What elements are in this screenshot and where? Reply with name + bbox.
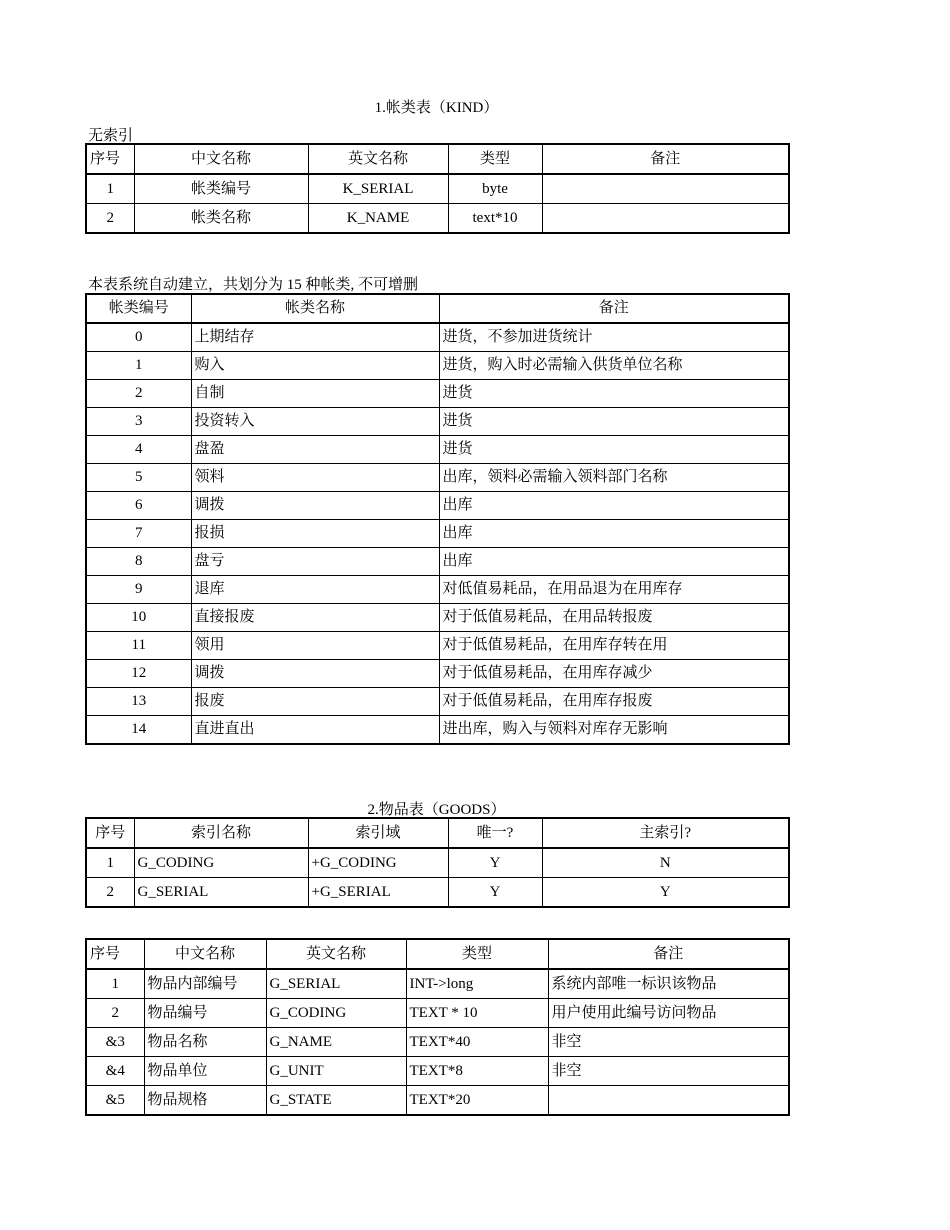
table-cell: 自制 [191,380,439,408]
table-cell: 盘盈 [191,436,439,464]
table-cell: 1 [86,848,134,878]
table-cell: 物品编号 [144,999,266,1028]
table-cell: 物品内部编号 [144,969,266,999]
table-cell: 退库 [191,576,439,604]
table-cell: 直接报废 [191,604,439,632]
table-row [86,408,789,436]
table-cell: 对低值易耗品，在用品退为在用库存 [439,576,789,604]
table-row [86,848,789,878]
table-cell: 11 [86,632,191,660]
kind-list-table [85,293,790,745]
table-cell: 3 [86,408,191,436]
column-header: 序号 [86,818,134,848]
table-cell: 2 [86,204,134,234]
table-cell: TEXT*20 [406,1086,548,1116]
kind-index-note: 无索引 [88,128,134,144]
table-cell: 用户使用此编号访问物品 [548,999,789,1028]
table-row [86,660,789,688]
table-cell: +G_SERIAL [308,878,448,908]
table-cell: N [542,848,789,878]
table-cell: 8 [86,548,191,576]
table-row [86,492,789,520]
table-cell: 出库，领料必需输入领料部门名称 [439,464,789,492]
table-cell: 9 [86,576,191,604]
table-cell: 1 [86,174,134,204]
table-cell: 进出库，购入与领料对库存无影响 [439,716,789,745]
table-row [86,548,789,576]
column-header: 帐类编号 [86,294,191,323]
table-row [86,576,789,604]
table-cell: 报损 [191,520,439,548]
table-cell: Y [448,878,542,908]
table-cell: 对于低值易耗品，在用品转报废 [439,604,789,632]
column-header: 索引名称 [134,818,308,848]
kind-auto-note: 本表系统自动建立，共划分为 15 种帐类, 不可增删 [88,277,419,293]
table-cell: 帐类编号 [134,174,308,204]
table-cell: 进货，不参加进货统计 [439,323,789,352]
table-cell: G_CODING [266,999,406,1028]
table-row [86,436,789,464]
table-cell: 报废 [191,688,439,716]
table-row [86,604,789,632]
table-cell: 进货 [439,380,789,408]
table-cell: 物品规格 [144,1086,266,1116]
table-row [86,999,789,1028]
table-cell: 上期结存 [191,323,439,352]
table-cell: text*10 [448,204,542,234]
column-header: 备注 [542,144,789,174]
table-cell: INT->long [406,969,548,999]
table-cell: 调拨 [191,492,439,520]
table-cell: 10 [86,604,191,632]
table-cell: 领料 [191,464,439,492]
table-row [86,174,789,204]
column-header: 序号 [86,144,134,174]
table-cell: K_SERIAL [308,174,448,204]
column-header: 唯一? [448,818,542,848]
table-header-row [86,818,789,848]
column-header: 类型 [406,939,548,969]
table-row [86,464,789,492]
table-cell: 非空 [548,1057,789,1086]
table-cell: 12 [86,660,191,688]
column-header: 类型 [448,144,542,174]
table-cell: 0 [86,323,191,352]
column-header: 序号 [86,939,144,969]
table-row [86,520,789,548]
table-row [86,878,789,908]
table-row [86,969,789,999]
table-row [86,1057,789,1086]
goods-fields-table [85,938,790,1116]
table-cell: 进货，购入时必需输入供货单位名称 [439,352,789,380]
table-cell: 出库 [439,520,789,548]
table-cell: 直进直出 [191,716,439,745]
table-row [86,688,789,716]
table-cell: K_NAME [308,204,448,234]
table-cell: 领用 [191,632,439,660]
table-cell: 出库 [439,492,789,520]
table-cell: 调拨 [191,660,439,688]
table-row [86,1086,789,1116]
table-cell: G_SERIAL [266,969,406,999]
table-cell: 4 [86,436,191,464]
table-cell: G_STATE [266,1086,406,1116]
table-row [86,632,789,660]
table-cell: 13 [86,688,191,716]
table-row [86,323,789,352]
table-cell: Y [542,878,789,908]
table-cell: 2 [86,878,134,908]
column-header: 主索引? [542,818,789,848]
table-cell: byte [448,174,542,204]
table-cell: 14 [86,716,191,745]
table-cell: &5 [86,1086,144,1116]
column-header: 英文名称 [266,939,406,969]
table-cell: 购入 [191,352,439,380]
table-cell: 系统内部唯一标识该物品 [548,969,789,999]
table-row [86,716,789,745]
table-cell: Y [448,848,542,878]
goods-index-table [85,817,790,908]
table-cell [542,174,789,204]
table-cell: TEXT*40 [406,1028,548,1057]
table-cell: 5 [86,464,191,492]
goods-table-title: 2.物品表（GOODS） [367,802,506,818]
table-header-row [86,939,789,969]
column-header: 备注 [439,294,789,323]
table-cell: G_CODING [134,848,308,878]
table-cell: 2 [86,380,191,408]
table-cell: 对于低值易耗品，在用库存减少 [439,660,789,688]
table-cell: 6 [86,492,191,520]
table-cell: 物品单位 [144,1057,266,1086]
column-header: 中文名称 [144,939,266,969]
table-cell: 对于低值易耗品，在用库存转在用 [439,632,789,660]
table-cell: 投资转入 [191,408,439,436]
table-cell: G_UNIT [266,1057,406,1086]
table-cell: 1 [86,352,191,380]
column-header: 英文名称 [308,144,448,174]
table-cell: 1 [86,969,144,999]
table-row [86,352,789,380]
table-cell: 出库 [439,548,789,576]
table-header-row [86,144,789,174]
table-cell: 7 [86,520,191,548]
table-row [86,204,789,234]
table-row [86,380,789,408]
table-header-row [86,294,789,323]
table-cell: TEXT * 10 [406,999,548,1028]
column-header: 中文名称 [134,144,308,174]
table-row [86,1028,789,1057]
column-header: 索引域 [308,818,448,848]
table-cell: +G_CODING [308,848,448,878]
table-cell: 帐类名称 [134,204,308,234]
kind-fields-table [85,143,790,234]
table-cell [548,1086,789,1116]
table-cell [542,204,789,234]
table-cell: &3 [86,1028,144,1057]
table-cell: 盘亏 [191,548,439,576]
column-header: 备注 [548,939,789,969]
table-cell: 进货 [439,408,789,436]
table-cell: 2 [86,999,144,1028]
table-cell: 进货 [439,436,789,464]
table-cell: 物品名称 [144,1028,266,1057]
table-cell: TEXT*8 [406,1057,548,1086]
kind-table-title: 1.帐类表（KIND） [374,100,499,116]
table-cell: &4 [86,1057,144,1086]
table-cell: G_NAME [266,1028,406,1057]
table-cell: 非空 [548,1028,789,1057]
table-cell: 对于低值易耗品，在用库存报废 [439,688,789,716]
column-header: 帐类名称 [191,294,439,323]
table-cell: G_SERIAL [134,878,308,908]
